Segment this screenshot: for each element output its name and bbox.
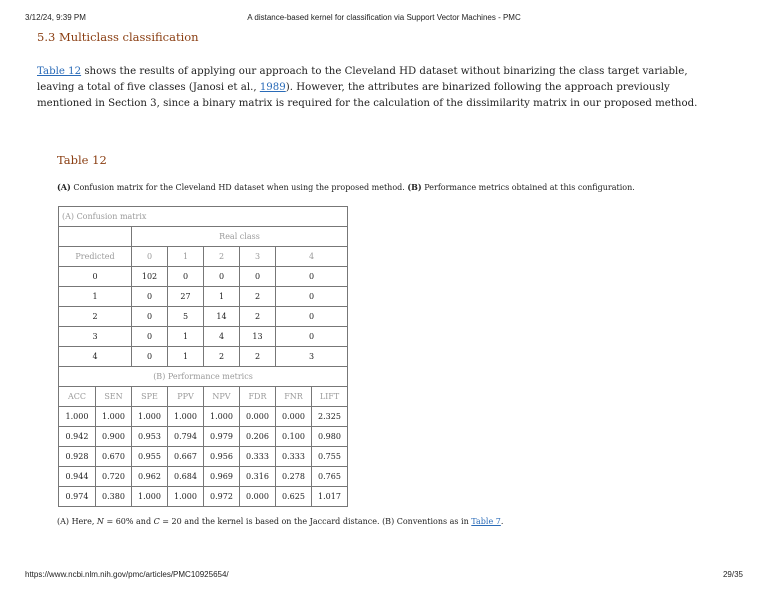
metric-cell: 1.000 [96, 407, 132, 427]
confusion-cell: 0 [276, 307, 348, 327]
metric-cell: 1.000 [204, 407, 240, 427]
metric-cell: 0.100 [276, 427, 312, 447]
metric-cell: 0.000 [276, 407, 312, 427]
confusion-row [59, 287, 348, 307]
metric-cell: 1.000 [132, 487, 168, 507]
metric-cell: 0.944 [59, 467, 96, 487]
confusion-cell: 13 [240, 327, 276, 347]
metric-header: FDR [240, 387, 276, 407]
confusion-row [59, 307, 348, 327]
predicted-class: 1 [59, 287, 132, 307]
metric-cell: 0.206 [240, 427, 276, 447]
confusion-cell: 4 [204, 327, 240, 347]
confusion-cell: 2 [240, 347, 276, 367]
metric-header: NPV [204, 387, 240, 407]
confusion-cell: 14 [204, 307, 240, 327]
table-footnote [57, 517, 503, 526]
print-url: https://www.ncbi.nlm.nih.gov/pmc/articles/PMC10925654/ [25, 570, 229, 579]
metric-cell: 0.900 [96, 427, 132, 447]
class-column-header: 1 [168, 247, 204, 267]
metric-cell: 0.000 [240, 487, 276, 507]
confusion-cell: 0 [132, 347, 168, 367]
paragraph-text-1: shows the results of applying our approach to the Cleveland HD dataset without binarizing the class target variable, leaving a total of five classes (Janosi et al., [37, 66, 688, 93]
paragraph-text-2: ). However, the attributes are binarized following the approach previously mentioned in Section 3, since a binary matrix is required for the calculation of the dissimilarity matrix in our proposed method. [37, 82, 698, 109]
confusion-cell: 0 [276, 287, 348, 307]
confusion-cell: 2 [240, 287, 276, 307]
metric-cell: 0.955 [132, 447, 168, 467]
metric-cell: 0.969 [204, 467, 240, 487]
confusion-row [59, 327, 348, 347]
metric-cell: 0.979 [204, 427, 240, 447]
results-table [58, 206, 348, 507]
metric-cell: 1.000 [59, 407, 96, 427]
metric-cell: 0.380 [96, 487, 132, 507]
metric-cell: 1.017 [312, 487, 348, 507]
confusion-cell: 1 [204, 287, 240, 307]
class-column-header: 0 [132, 247, 168, 267]
confusion-cell: 27 [168, 287, 204, 307]
caption-a-text: Confusion matrix for the Cleveland HD dataset when using the proposed method. [70, 183, 408, 192]
confusion-cell: 0 [240, 267, 276, 287]
metric-cell: 0.928 [59, 447, 96, 467]
metric-cell: 2.325 [312, 407, 348, 427]
confusion-cell: 0 [168, 267, 204, 287]
confusion-row [59, 267, 348, 287]
footnote-n-variable: N [96, 517, 104, 526]
metric-cell: 0.670 [96, 447, 132, 467]
blank-corner [59, 227, 132, 247]
caption-b-tag: (B) [407, 182, 422, 192]
metric-cell: 0.980 [312, 427, 348, 447]
footnote-text-3: = 20 and the kernel is based on the Jaccard distance. (B) Conventions as in [159, 517, 472, 526]
metric-header: LIFT [312, 387, 348, 407]
metric-header: FNR [276, 387, 312, 407]
metric-cell: 1.000 [168, 407, 204, 427]
footnote-text-1: (A) Here, [57, 517, 97, 526]
confusion-cell: 2 [240, 307, 276, 327]
metrics-section-label: (B) Performance metrics [59, 367, 348, 387]
confusion-cell: 5 [168, 307, 204, 327]
confusion-cell: 0 [132, 327, 168, 347]
section-title: 5.3 Multiclass classification [37, 30, 199, 44]
confusion-cell: 1 [168, 347, 204, 367]
real-class-label: Real class [132, 227, 348, 247]
confusion-cell: 0 [132, 287, 168, 307]
confusion-cell: 1 [168, 327, 204, 347]
metrics-row [59, 407, 348, 427]
confusion-cell: 0 [204, 267, 240, 287]
metric-cell: 0.953 [132, 427, 168, 447]
predicted-class: 0 [59, 267, 132, 287]
metric-cell: 0.962 [132, 467, 168, 487]
page-number: 29/35 [722, 570, 743, 579]
metric-header: PPV [168, 387, 204, 407]
caption-b-text: Performance metrics obtained at this configuration. [421, 183, 635, 192]
confusion-cell: 3 [276, 347, 348, 367]
footnote-text-4: . [500, 517, 504, 526]
print-document-title: A distance-based kernel for classification via Support Vector Machines - PMC [247, 13, 521, 22]
metric-cell: 0.667 [168, 447, 204, 467]
metric-cell: 0.765 [312, 467, 348, 487]
metric-cell: 0.972 [204, 487, 240, 507]
metrics-row [59, 467, 348, 487]
table-12-link[interactable]: Table 12 [37, 66, 82, 77]
metric-cell: 0.794 [168, 427, 204, 447]
metric-cell: 0.000 [240, 407, 276, 427]
table-caption [57, 182, 635, 192]
metric-header: ACC [59, 387, 96, 407]
metric-header: SPE [132, 387, 168, 407]
metric-cell: 0.956 [204, 447, 240, 467]
metrics-row [59, 487, 348, 507]
metrics-row [59, 447, 348, 467]
metric-cell: 0.625 [276, 487, 312, 507]
table-title: Table 12 [57, 153, 107, 167]
predicted-label: Predicted [59, 247, 132, 267]
body-paragraph [37, 64, 717, 112]
metric-cell: 1.000 [168, 487, 204, 507]
predicted-class: 2 [59, 307, 132, 327]
confusion-cell: 102 [132, 267, 168, 287]
metric-cell: 0.278 [276, 467, 312, 487]
metric-cell: 0.684 [168, 467, 204, 487]
metric-cell: 0.755 [312, 447, 348, 467]
print-datetime: 3/12/24, 9:39 PM [25, 13, 86, 22]
metric-cell: 1.000 [132, 407, 168, 427]
citation-year-link[interactable]: 1989 [259, 82, 286, 93]
metric-cell: 0.333 [240, 447, 276, 467]
table-7-link[interactable]: Table 7 [471, 517, 501, 526]
confusion-cell: 0 [132, 307, 168, 327]
confusion-cell: 2 [204, 347, 240, 367]
footnote-text-2: = 60% and [103, 517, 154, 526]
metric-header: SEN [96, 387, 132, 407]
metric-cell: 0.720 [96, 467, 132, 487]
confusion-section-label: (A) Confusion matrix [59, 207, 348, 227]
class-column-header: 3 [240, 247, 276, 267]
class-column-header: 2 [204, 247, 240, 267]
caption-a-tag: (A) [57, 182, 71, 192]
footnote-c-variable: C [153, 517, 160, 526]
confusion-row [59, 347, 348, 367]
metrics-row [59, 427, 348, 447]
predicted-class: 3 [59, 327, 132, 347]
predicted-class: 4 [59, 347, 132, 367]
metric-cell: 0.974 [59, 487, 96, 507]
metric-cell: 0.942 [59, 427, 96, 447]
metric-cell: 0.316 [240, 467, 276, 487]
confusion-cell: 0 [276, 327, 348, 347]
confusion-cell: 0 [276, 267, 348, 287]
metric-cell: 0.333 [276, 447, 312, 467]
class-column-header: 4 [276, 247, 348, 267]
